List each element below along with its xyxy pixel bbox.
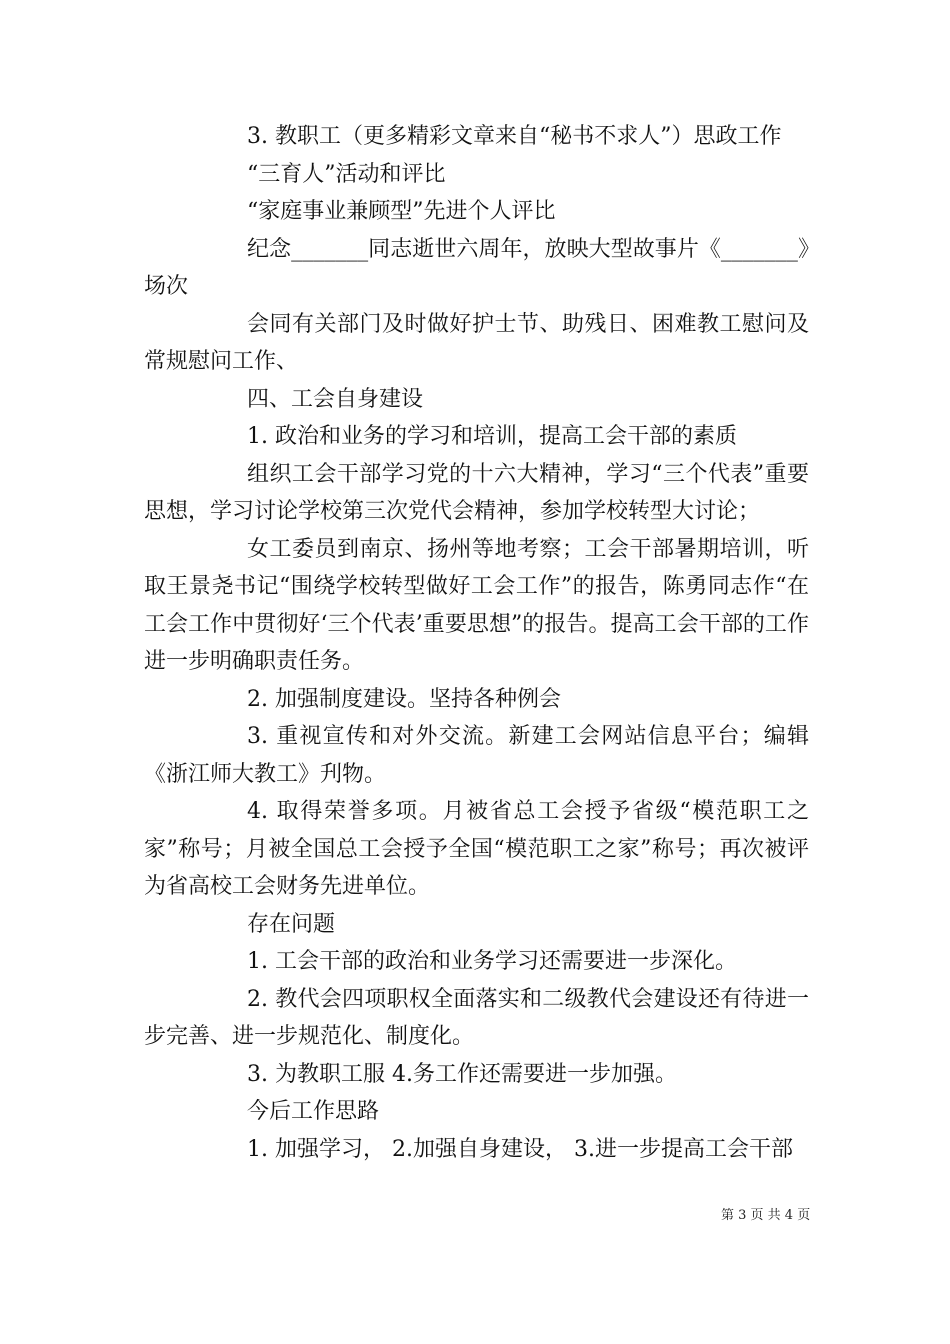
paragraph: “家庭事业兼顾型”先进个人评比 bbox=[247, 199, 556, 224]
paragraph: 2. 教代会四项职权全面落实和二级教代会建设还有待进一步完善、进一步规范化、制度化。 bbox=[144, 986, 809, 1049]
document-body bbox=[144, 118, 809, 1168]
paragraph: 组织工会干部学习党的十六大精神，学习“三个代表”重要思想，学习讨论学校第三次党代会精神，参加学校转型大讨论； bbox=[144, 461, 809, 524]
paragraph: 女工委员到南京、扬州等地考察；工会干部暑期培训，听取王景尧书记“围绕学校转型做好工会工作”的报告，陈勇同志作“在工会工作中贯彻好‘三个代表’重要思想”的报告。提高工会干部的工作进一步明确职责任务。 bbox=[144, 536, 809, 674]
section-heading: 四、工会自身建设 bbox=[247, 386, 424, 412]
paragraph: 4. 取得荣誉多项。月被省总工会授予省级“模范职工之家”称号；月被全国总工会授予全国“模范职工之家”称号；再次被评为省高校工会财务先进单位。 bbox=[144, 799, 809, 899]
paragraph: 1. 政治和业务的学习和培训，提高工会干部的素质 bbox=[247, 424, 737, 449]
paragraph: 1. 加强学习， 2.加强自身建设， 3.进一步提高工会干部 bbox=[247, 1136, 793, 1162]
paragraph: 3. 教职工（更多精彩文章来自“秘书不求人”）思政工作 bbox=[247, 124, 782, 149]
paragraph: “三育人”活动和评比 bbox=[247, 161, 446, 187]
paragraph: 会同有关部门及时做好护士节、助残日、困难教工慰问及常规慰问工作、 bbox=[144, 311, 809, 374]
paragraph: 3. 重视宣传和对外交流。新建工会网站信息平台；编辑《浙江师大教工》刋物。 bbox=[144, 724, 809, 787]
paragraph: 1. 工会干部的政治和业务学习还需要进一步深化。 bbox=[247, 949, 737, 974]
paragraph: 3. 为教职工服 4.务工作还需要进一步加强。 bbox=[247, 1061, 677, 1087]
page-number: 第 3 页 共 4 页 bbox=[721, 1208, 811, 1223]
section-heading: 今后工作思路 bbox=[247, 1099, 380, 1124]
paragraph: 纪念_______同志逝世六周年，放映大型故事片《_______》场次 bbox=[144, 236, 809, 299]
paragraph: 2. 加强制度建设。坚持各种例会 bbox=[247, 686, 561, 712]
section-heading: 存在问题 bbox=[247, 911, 336, 937]
